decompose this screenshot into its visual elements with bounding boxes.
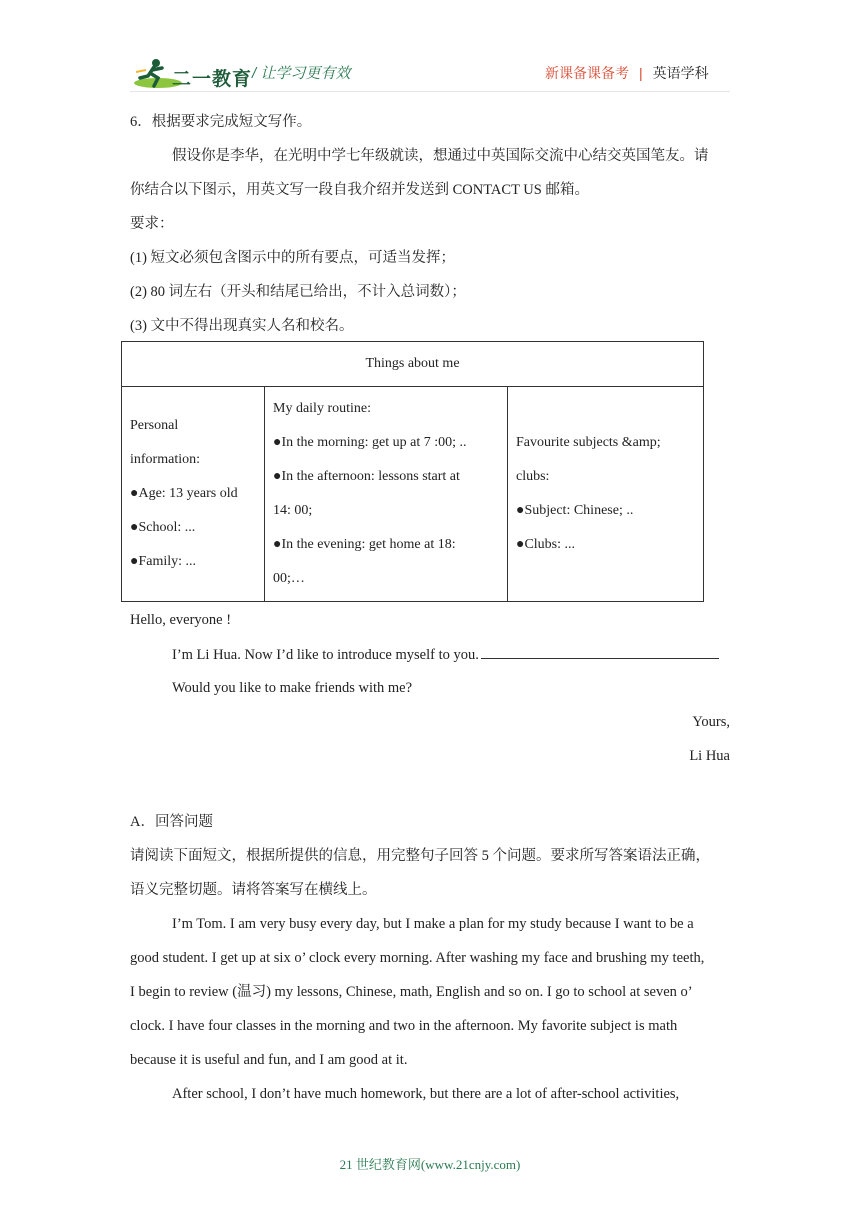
things-about-me-table (121, 341, 704, 602)
cell-line: Favourite subjects &amp; (516, 435, 661, 450)
cell-line: ●School: ... (130, 520, 196, 535)
letter-signature: Li Hua (689, 748, 730, 764)
section-a-instruction-1: 请阅读下面短文，根据所提供的信息，用完整句子回答 5 个问题。要求所写答案语法正确， (130, 848, 710, 864)
cell-line: ●Family: ... (130, 554, 197, 569)
daily-routine-cell (265, 387, 508, 602)
page-footer: 21 世纪教育网(www.21cnjy.com) (339, 1157, 521, 1172)
cell-line: 14: 00; (273, 503, 313, 518)
cell-line: Personal (130, 418, 179, 433)
cell-line: ●Subject: Chinese; .. (516, 503, 634, 518)
cell-line: 00;… (273, 571, 305, 586)
intro-line-2: 你结合以下图示，用英文写一段自我介绍并发送到 CONTACT US 邮箱。 (130, 182, 589, 198)
header-separator: | (639, 65, 643, 81)
requirement-1: (1) 短文必须包含图示中的所有要点，可适当发挥； (130, 250, 456, 266)
passage-line: I’m Tom. I am very busy every day, but I make a plan for my study because I want to be a (172, 916, 694, 932)
requirements-title: 要求： (130, 216, 174, 232)
question-title: 6．根据要求完成短文写作。 (130, 114, 312, 130)
header-slogan: / 让学习更有效 (252, 65, 351, 82)
cell-line: ●In the morning: get up at 7 :00; .. (273, 435, 467, 450)
section-a-instruction-2: 语义完整切题。请将答案写在横线上。 (130, 882, 377, 898)
page-header (0, 0, 860, 100)
cell-line: ●Clubs: ... (516, 537, 576, 552)
header-subject: 英语学科 (652, 65, 709, 81)
requirement-2: (2) 80 词左右（开头和结尾已给出，不计入总词数）； (130, 284, 466, 300)
cell-line: ●In the evening: get home at 18: (273, 537, 456, 552)
passage-line: After school, I don’t have much homework, but there are a lot of after-school activities, (172, 1086, 680, 1102)
passage-line: good student. I get up at six o’ clock every morning. After washing my face and brushing my teeth, (130, 950, 705, 966)
letter-closing: Yours, (692, 714, 730, 730)
passage-line: clock. I have four classes in the morning and two in the afternoon. My favorite subject is math (130, 1018, 678, 1034)
header-divider (130, 91, 730, 92)
cell-line: ●In the afternoon: lessons start at (273, 469, 460, 484)
header-right (545, 63, 709, 83)
cell-line: clubs: (516, 469, 550, 484)
section-a-title: A．回答问题 (130, 814, 213, 830)
personal-info-cell (122, 387, 265, 602)
letter-line-2: Would you like to make friends with me? (172, 680, 413, 696)
logo-text: 二一教育 (172, 69, 253, 90)
table-title: Things about me (122, 342, 704, 387)
header-tagline: 新课备课备考 (545, 65, 629, 81)
letter-line-1-text: I’m Li Hua. Now I’d like to introduce myself to you. (172, 647, 479, 663)
passage-line: I begin to review (温习) my lessons, Chinese, math, English and so on. I go to school at seven o’ (130, 984, 693, 1000)
requirement-3: (3) 文中不得出现真实人名和校名。 (130, 318, 354, 334)
intro-line-1: 假设你是李华，在光明中学七年级就读，想通过中英国际交流中心结交英国笔友。请 (172, 148, 709, 164)
letter-line-1 (172, 644, 719, 665)
cell-line: My daily routine: (273, 401, 371, 416)
letter-greeting: Hello, everyone ! (130, 612, 232, 628)
cell-line: information: (130, 452, 200, 467)
answer-blank[interactable] (481, 644, 719, 659)
cell-line: ●Age: 13 years old (130, 486, 238, 501)
favourite-subjects-cell (508, 387, 704, 602)
passage-line: because it is useful and fun, and I am good at it. (130, 1052, 408, 1068)
